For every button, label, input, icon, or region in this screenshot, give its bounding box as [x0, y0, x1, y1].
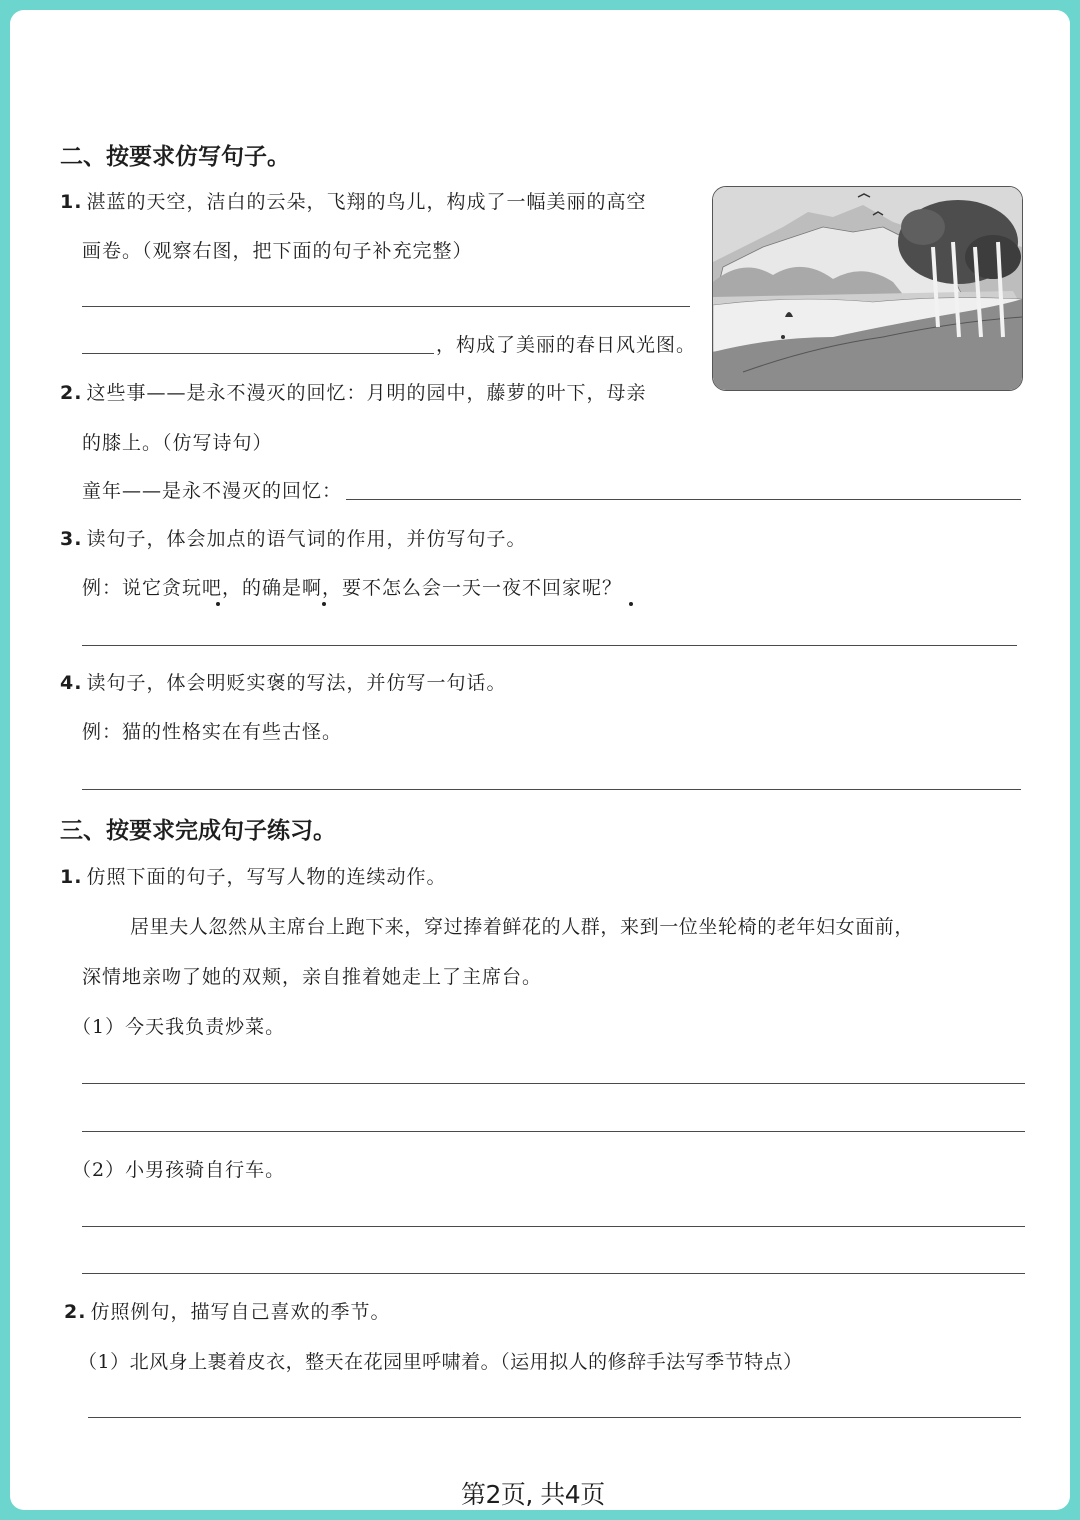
- s3-q1-sub1-answer-line-2[interactable]: [82, 1131, 1025, 1132]
- s3-q1-line: [60, 862, 446, 889]
- s2-q2-line2: 的膝上。（仿写诗句）: [82, 432, 273, 454]
- s2-q1-blank-suffix: ，构成了美丽的春日风光图。: [436, 334, 697, 356]
- s3-q2-answer-line[interactable]: [88, 1417, 1021, 1418]
- s3-q1-sub2-answer-line-1[interactable]: [82, 1226, 1025, 1227]
- s2-q2-answer-line[interactable]: [346, 499, 1021, 500]
- s3-q1-text: 仿照下面的句子，写写人物的连续动作。: [86, 866, 447, 888]
- spring-landscape-illustration: [712, 186, 1023, 391]
- s2-q2-number: 2.: [60, 382, 83, 404]
- s2-q2-text1: 这些事——是永不漫灭的回忆：月明的园中，藤萝的叶下，母亲: [86, 382, 647, 404]
- s3-q1-passage-line2: 深情地亲吻了她的双颊，亲自推着她走上了主席台。: [82, 966, 543, 988]
- s3-q2-number: 2.: [64, 1301, 87, 1323]
- emphasis-dot: [216, 602, 220, 606]
- s3-q2-sub1: （1）北风身上裹着皮衣，整天在花园里呼啸着。（运用拟人的修辞手法写季节特点）: [78, 1351, 803, 1373]
- s3-q1-sub1-answer-line-1[interactable]: [82, 1083, 1025, 1084]
- s2-q4-number: 4.: [60, 672, 83, 694]
- s3-q1-sub2-answer-line-2[interactable]: [82, 1273, 1025, 1274]
- emphasis-dot: [629, 602, 633, 606]
- s2-q2-line1: [60, 378, 646, 405]
- s3-q1-number: 1.: [60, 866, 83, 888]
- s3-q2-text: 仿照例句，描写自己喜欢的季节。: [90, 1301, 391, 1323]
- s2-q1-number: 1.: [60, 191, 83, 213]
- emphasis-dot: [322, 602, 326, 606]
- landscape-drawing: [713, 187, 1022, 390]
- s2-q3-text: 读句子，体会加点的语气词的作用，并仿写句子。: [86, 528, 527, 550]
- s2-q1-line1: [60, 187, 646, 214]
- s2-q4-line: [60, 668, 506, 695]
- s2-q3-number: 3.: [60, 528, 83, 550]
- s2-q4-text: 读句子，体会明贬实褒的写法，并仿写一句话。: [86, 672, 507, 694]
- s2-q1-answer-line-2[interactable]: [82, 353, 434, 354]
- s2-q2-prompt: 童年——是永不漫灭的回忆：: [82, 480, 343, 502]
- s2-q4-answer-line[interactable]: [82, 789, 1021, 790]
- s3-q1-sub2: （2）小男孩骑自行车。: [72, 1159, 286, 1181]
- page-number: 第2页, 共4页: [461, 1480, 605, 1509]
- section2-heading: 二、按要求仿写句子。: [60, 144, 290, 170]
- worksheet-page: [10, 10, 1070, 1510]
- s2-q3-example: 例：说它贪玩吧，的确是啊，要不怎么会一天一夜不回家呢？: [82, 577, 623, 599]
- s2-q1-answer-line-1[interactable]: [82, 306, 690, 307]
- s3-q1-sub1: （1）今天我负责炒菜。: [72, 1016, 286, 1038]
- s3-q2-line: [64, 1297, 390, 1324]
- section3-heading: 三、按要求完成句子练习。: [60, 818, 336, 844]
- s2-q3-answer-line[interactable]: [82, 645, 1017, 646]
- s2-q1-line2: 画卷。（观察右图，把下面的句子补充完整）: [82, 240, 473, 262]
- s2-q3-line: [60, 524, 526, 551]
- s2-q1-text1: 湛蓝的天空，洁白的云朵，飞翔的鸟儿，构成了一幅美丽的高空: [86, 191, 647, 213]
- s2-q4-example: 例：猫的性格实在有些古怪。: [82, 721, 343, 743]
- s3-q1-passage-line1: 居里夫人忽然从主席台上跑下来，穿过捧着鲜花的人群，来到一位坐轮椅的老年妇女面前，: [130, 916, 915, 938]
